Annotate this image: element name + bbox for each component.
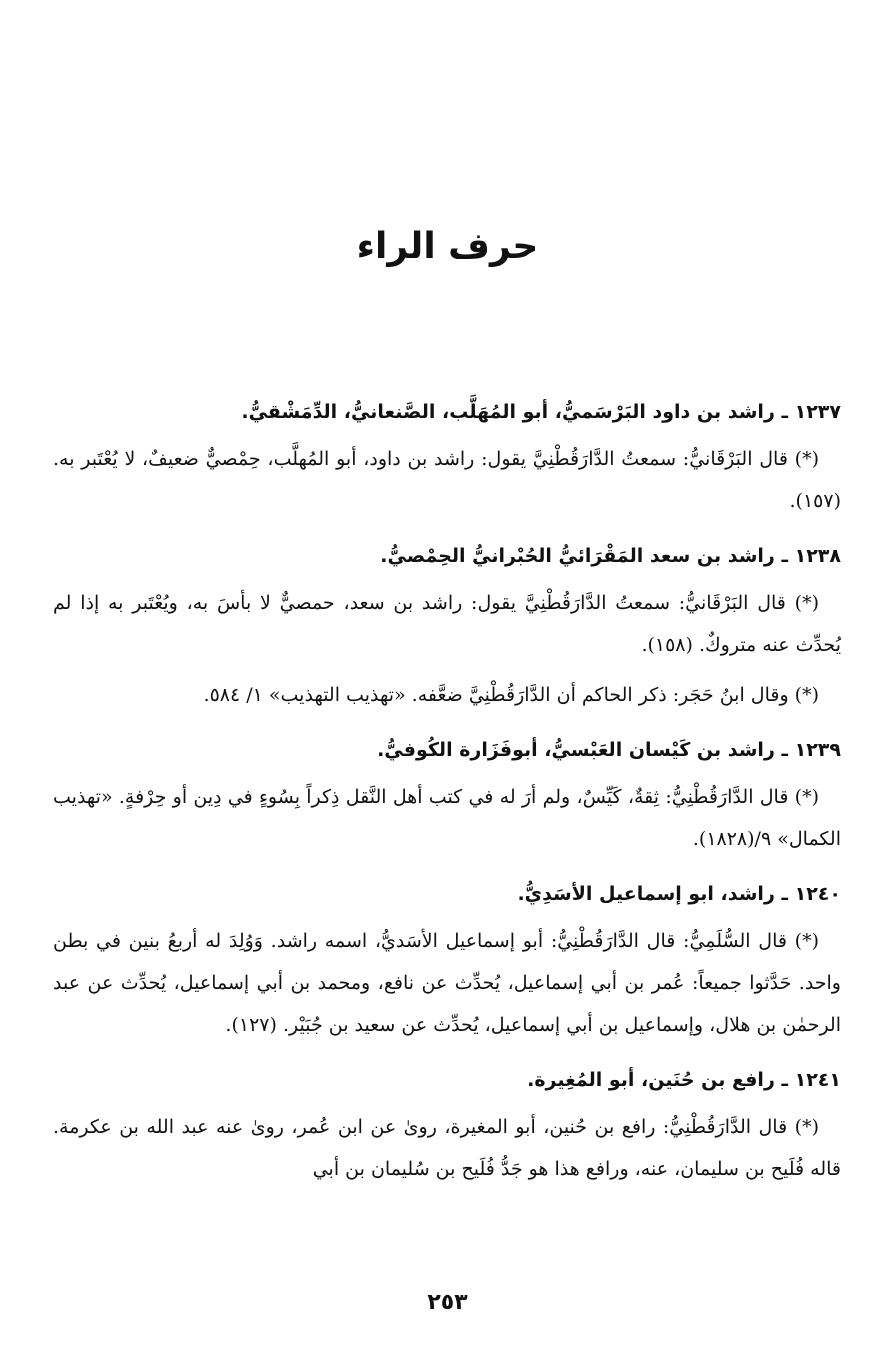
entry-heading: ١٢٣٧ ـ راشد بن داود البَرْسَميُّ، أبو المُهَلَّب، الصَّنعانيُّ، الدِّمَشْقيُّ. [241,401,841,423]
entry-heading: ١٢٣٩ ـ راشد بن كَيْسان العَبْسيُّ، أبوفَزَارة الكُوفيُّ. [377,739,841,761]
entry-1237 [53,392,841,522]
chapter-title: حرف الراء [356,226,539,267]
entry-1240 [53,874,841,1046]
entry-paragraph: (*) قال الدَّارَقُطْنِيُّ: رافع بن حُنين، أبو المغيرة، روىٰ عن ابن عُمر، روىٰ عنه عبد الله بن عكرمة. قاله فُلَيح بن سليمان، عنه، ورافع هذا هو جَدُّ فُلَيح بن سُليمان بن أبي [53,1116,841,1180]
page-number: ٢٥٣ [427,1290,468,1315]
entry-1239 [53,730,841,860]
entry-heading: ١٢٣٨ ـ راشد بن سعد المَقْرَائيُّ الحُبْرانيُّ الحِمْصيُّ. [380,545,841,567]
entries-container [53,392,841,1204]
entry-paragraph: (*) وقال ابنُ حَجَر: ذكر الحاكم أن الدَّارَقُطْنِيَّ ضعَّفه. «تهذيب التهذيب» ١/ ٥٨٤. [203,684,819,706]
entry-paragraph: (*) قال البَرْقَانيُّ: سمعتُ الدَّارَقُطْنِيَّ يقول: راشد بن سعد، حمصيٌّ لا بأسَ به، ويُعْتَبر به إذا لم يُحدِّث عنه متروكٌ. (١٥٨). [53,592,841,656]
entry-1241 [53,1060,841,1190]
entry-heading: ١٢٤١ ـ رافع بن حُنَين، أبو المُغِيرة. [527,1069,841,1091]
entry-paragraph: (*) قال السُّلَمِيُّ: قال الدَّارَقُطْنِيُّ: أبو إسماعيل الأسَديُّ، اسمه راشد. وَوُلِدَ له أربعُ بنين في بطن واحد. حَدَّثوا جميعاً: عُمر بن أبي إسماعيل، يُحدِّث عن نافع، ومحمد بن أبي إسماعيل، يُحدِّث عن عبد الرحمٰن بن هلال، وإسماعيل بن أبي إسماعيل، يُحدِّث عن سعيد بن جُبَيْر. (١٢٧). [53,930,841,1036]
entry-paragraph: (*) قال البَرْقَانيُّ: سمعتُ الدَّارَقُطْنِيَّ يقول: راشد بن داود، أبو المُهلَّب، حِمْصيٌّ ضعيفٌ، لا يُعْتَبر به. (١٥٧). [53,448,841,512]
entry-heading: ١٢٤٠ ـ راشد، ابو إسماعيل الأسَدِيُّ. [517,883,841,905]
entry-1238 [53,536,841,716]
entry-paragraph: (*) قال الدَّارَقُطْنِيُّ: ثِقةٌ، كَيِّسٌ، ولم أرَ له في كتب أهل النَّقل ذِكراً بِسُوءٍ في دِين أو حِرْفةٍ. «تهذيب الكمال» ٩/(١٨٢٨). [53,786,841,850]
